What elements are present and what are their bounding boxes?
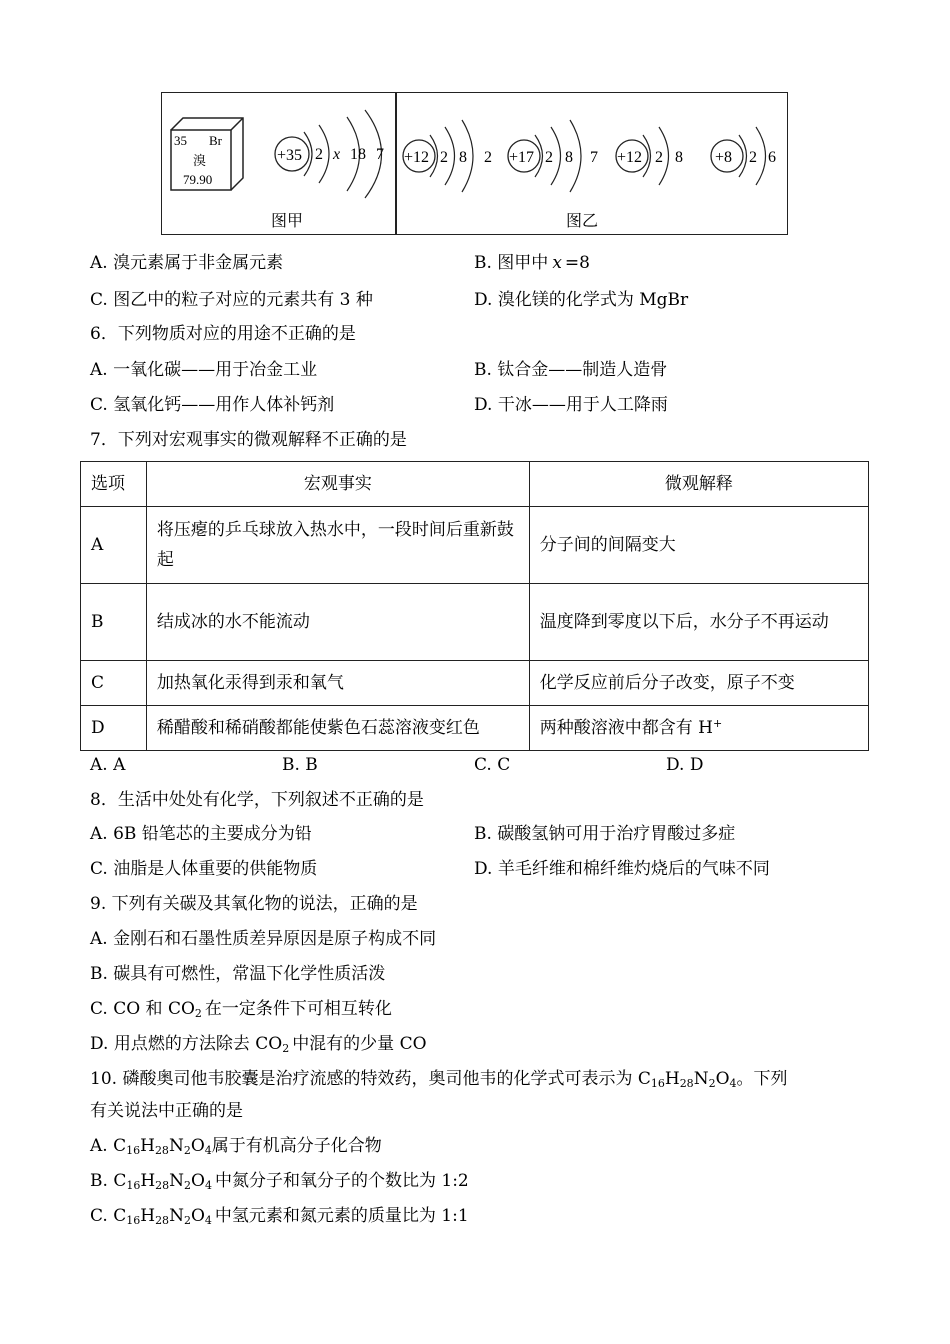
tile-name: 溴 bbox=[193, 154, 207, 169]
jia-shell-3: 18 bbox=[350, 146, 366, 163]
q7-table bbox=[80, 461, 869, 751]
tile-mass: 79.90 bbox=[183, 172, 213, 187]
table-row: B 结成冰的水不能流动 温度降到零度以下后，水分子不再运动 bbox=[81, 584, 869, 661]
q5-option-d: D. 溴化镁的化学式为 MgBr bbox=[474, 290, 689, 310]
q5-option-a: A. 溴元素属于非金属元素 bbox=[90, 253, 284, 273]
yi1-shell-1: 2 bbox=[440, 149, 448, 166]
q10-option-c: C. $C_{16}H_{28}N_2O_4$ 中氢元素和氮元素的质量比为 1:1 bbox=[90, 1206, 469, 1227]
jia-shell-4: 7 bbox=[376, 146, 384, 163]
yi2-nucleus: +17 bbox=[509, 149, 535, 166]
q8-option-c: C. 油脂是人体重要的供能物质 bbox=[90, 859, 318, 879]
table-row: D 稀醋酸和稀硝酸都能使紫色石蕊溶液变红色 两种酸溶液中都含有 H+ bbox=[81, 706, 869, 751]
q7-stem: 7．下列对宏观事实的微观解释不正确的是 bbox=[90, 430, 407, 450]
q8-option-b: B. 碳酸氢钠可用于治疗胃酸过多症 bbox=[474, 824, 736, 844]
q5-option-b: B. 图甲中 x =8 bbox=[474, 253, 590, 273]
tile-number: 35 bbox=[174, 133, 187, 148]
yi-particle-3 bbox=[616, 127, 683, 185]
q10-option-a: A. $C_{16}H_{28}N_2O_4$属于有机高分子化合物 bbox=[90, 1136, 382, 1157]
q6-option-c: C. 氢氧化钙——用作人体补钙剂 bbox=[90, 395, 335, 415]
q7-option-a: A. A bbox=[90, 755, 126, 775]
jia-atom-diagram bbox=[275, 110, 384, 198]
q8-stem: 8．生活中处处有化学，下列叙述不正确的是 bbox=[90, 790, 424, 810]
yi1-nucleus: +12 bbox=[404, 149, 430, 166]
header-macro-fact: 宏观事实 bbox=[146, 462, 529, 507]
yi3-shell-2: 8 bbox=[675, 149, 683, 166]
table-header-row bbox=[81, 462, 869, 507]
q7-option-b: B. B bbox=[282, 755, 318, 775]
caption-yi: 图乙 bbox=[566, 211, 599, 230]
yi1-shell-2: 8 bbox=[459, 149, 467, 166]
yi4-shell-1: 2 bbox=[749, 149, 757, 166]
yi1-shell-3: 2 bbox=[484, 149, 492, 166]
table-row: C 加热氧化汞得到汞和氧气 化学反应前后分子改变，原子不变 bbox=[81, 661, 869, 706]
q8-option-d: D. 羊毛纤维和棉纤维灼烧后的气味不同 bbox=[474, 859, 770, 879]
jia-nucleus-charge: +35 bbox=[277, 147, 303, 164]
yi2-shell-2: 8 bbox=[565, 149, 573, 166]
q5-option-c: C. 图乙中的粒子对应的元素共有 3 种 bbox=[90, 290, 373, 310]
caption-jia: 图甲 bbox=[271, 211, 304, 230]
jia-shell-1: 2 bbox=[315, 146, 323, 163]
q6-option-b: B. 钛合金——制造人造骨 bbox=[474, 360, 668, 380]
figure-drawing bbox=[162, 93, 786, 233]
q7-option-d: D. D bbox=[666, 755, 704, 775]
q6-stem: 6．下列物质对应的用途不正确的是 bbox=[90, 324, 356, 344]
q6-option-d: D. 干冰——用于人工降雨 bbox=[474, 395, 668, 415]
yi-particle-4 bbox=[711, 127, 776, 185]
tile-symbol: Br bbox=[209, 133, 222, 148]
q10-stem-line-1: 10. 磷酸奥司他韦胶囊是治疗流感的特效药，奥司他韦的化学式可表示为 $C_{16}H_{28}N_2O_4$。下列 bbox=[90, 1069, 788, 1090]
yi4-shell-2: 6 bbox=[768, 149, 776, 166]
q8-option-a: A. 6B 铅笔芯的主要成分为铅 bbox=[90, 824, 312, 844]
q9-stem: 9. 下列有关碳及其氧化物的说法，正确的是 bbox=[90, 894, 418, 914]
jia-shell-2: x bbox=[333, 146, 341, 163]
q10-option-b: B. $C_{16}H_{28}N_2O_4$ 中氮分子和氧分子的个数比为 1:2 bbox=[90, 1171, 469, 1192]
q7-option-c: C. C bbox=[474, 755, 511, 775]
jia-shell-arc-1 bbox=[304, 132, 312, 176]
yi3-nucleus: +12 bbox=[617, 149, 643, 166]
yi-particle-1 bbox=[403, 120, 492, 192]
q6-option-a: A. 一氧化碳——用于冶金工业 bbox=[90, 360, 318, 380]
q9-option-a: A. 金刚石和石墨性质差异原因是原子构成不同 bbox=[90, 929, 437, 949]
header-option: 选项 bbox=[81, 462, 147, 507]
table-row: A 将压瘪的乒乓球放入热水中，一段时间后重新鼓起 分子间的间隔变大 bbox=[81, 507, 869, 584]
q9-option-d: D. 用点燃的方法除去 $CO_2$ 中混有的少量 CO bbox=[90, 1034, 427, 1055]
q9-option-c: C. CO 和 $CO_2$ 在一定条件下可相互转化 bbox=[90, 999, 392, 1020]
yi-particle-2 bbox=[508, 120, 598, 192]
yi2-shell-1: 2 bbox=[545, 149, 553, 166]
header-micro-explanation: 微观解释 bbox=[529, 462, 868, 507]
yi4-nucleus: +8 bbox=[715, 149, 733, 166]
hydrogen-ion-charge: + bbox=[713, 717, 723, 730]
q10-stem-line-2: 有关说法中正确的是 bbox=[90, 1101, 243, 1121]
yi2-shell-3: 7 bbox=[590, 149, 598, 166]
q9-option-b: B. 碳具有可燃性，常温下化学性质活泼 bbox=[90, 964, 386, 984]
yi3-shell-1: 2 bbox=[655, 149, 663, 166]
atomic-structure-figure bbox=[161, 92, 788, 235]
figure-divider bbox=[395, 93, 397, 234]
